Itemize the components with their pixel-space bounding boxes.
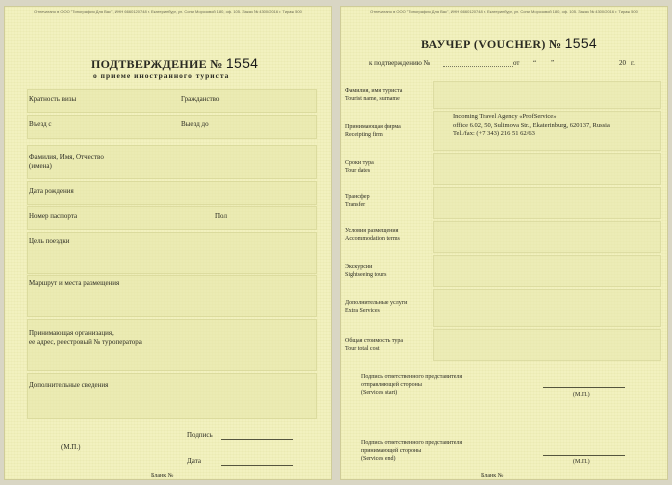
voucher-page	[340, 6, 668, 480]
extra-services-label	[345, 299, 407, 315]
band	[433, 187, 661, 219]
year-suffix: г.	[631, 59, 635, 67]
confirmation-title-text: ПОДТВЕРЖДЕНИЕ №	[91, 57, 223, 71]
additional-info-label: Дополнительные сведения	[29, 381, 109, 389]
receipting-firm-label-en: Receipting firm	[345, 132, 383, 138]
voucher-title	[421, 35, 597, 52]
sightseeing-tours-label-ru: Экскурсии	[345, 264, 373, 270]
host-organization-label	[29, 329, 142, 347]
confirmation-subtitle: о приеме иностранного туриста	[93, 71, 230, 80]
tour-dates-label-en: Tour dates	[345, 168, 371, 174]
receipting-firm-value	[453, 113, 610, 139]
band	[433, 329, 661, 361]
printer-imprint: Отпечатано в ООО "Типография Для Вас", ИНН 6660120748 г. Екатеринбург, ул. Сони Морозовой 180, оф. 105. Заказ № 4300/2016 г. Тираж 500	[34, 9, 302, 14]
services-end-stamp: (М.П.)	[573, 459, 590, 465]
services-start-line1: Подпись ответственного представителя	[361, 374, 463, 380]
to-confirmation-label: к подтверждению №	[369, 59, 431, 67]
services-start-line3: (Services start)	[361, 390, 398, 396]
route-label: Маршрут и места размещения	[29, 279, 120, 287]
tour-total-cost-label	[345, 337, 403, 353]
confirmation-number-line	[443, 66, 513, 67]
passport-number-label: Номер паспорта	[29, 212, 78, 220]
entry-from-label: Въезд с	[29, 120, 52, 128]
citizenship-label: Гражданство	[181, 95, 220, 103]
receipting-firm-label-ru: Принимающая фирма	[345, 124, 401, 130]
services-end-line1: Подпись ответственного представителя	[361, 440, 463, 446]
services-start-line2: отправляющей стороны	[361, 382, 422, 388]
services-end-signature-line	[543, 455, 625, 456]
from-label: от	[513, 59, 520, 67]
tour-dates-label-ru: Сроки тура	[345, 160, 374, 166]
exit-until-label: Выезд до	[181, 120, 209, 128]
visa-multiplicity-label: Кратность визы	[29, 95, 77, 103]
full-name-label-line2: (имена)	[29, 162, 52, 170]
tour-total-cost-label-ru: Общая стоимость тура	[345, 338, 404, 344]
accommodation-terms-label-ru: Условия размещения	[345, 228, 399, 234]
tourist-name-label-ru: Фамилия, имя туриста	[345, 88, 403, 94]
host-organization-label-line1: Принимающая организация,	[29, 329, 114, 337]
year-prefix: 20	[619, 59, 626, 67]
quote-close: ”	[551, 59, 555, 67]
tourist-name-label-en: Tourist name, surname	[345, 96, 400, 102]
agency-phone: Tel./fax: (+7 343) 216 51 62/63	[453, 130, 535, 137]
band	[27, 115, 317, 139]
date-label: Дата	[187, 457, 201, 465]
band	[27, 373, 317, 419]
voucher-title-text: ВАУЧЕР (VOUCHER) №	[421, 37, 562, 51]
extra-services-label-en: Extra Services	[345, 308, 380, 314]
agency-address: office 6.02, 50, Sulimova Str., Ekaterinburg, 620137, Russia	[453, 121, 610, 129]
signature-label: Подпись	[187, 431, 213, 439]
full-name-label	[29, 153, 104, 171]
accommodation-terms-label	[345, 227, 400, 243]
accommodation-terms-label-en: Accommodation terms	[345, 236, 400, 242]
services-end-signature-label	[361, 439, 462, 463]
band	[433, 153, 661, 185]
tour-total-cost-label-en: Tour total cost	[345, 346, 380, 352]
birth-date-label: Дата рождения	[29, 187, 74, 195]
form-number-label: Бланк №	[151, 473, 174, 479]
sightseeing-tours-label-en: Sightseeing tours	[345, 272, 387, 278]
confirmation-page	[4, 6, 332, 480]
confirmation-title	[91, 55, 258, 72]
stamp-label: (М.П.)	[61, 443, 81, 451]
services-start-stamp: (М.П.)	[573, 392, 590, 398]
services-start-signature-label	[361, 373, 462, 397]
services-end-line2: принимающей стороны	[361, 448, 422, 454]
trip-purpose-label: Цель поездки	[29, 237, 70, 245]
voucher-number: 1554	[564, 35, 598, 51]
host-organization-label-line2: ее адрес, реестровый № туроператора	[29, 338, 142, 346]
band	[433, 221, 661, 253]
services-start-signature-line	[543, 387, 625, 388]
quote-open: “	[533, 59, 537, 67]
band	[27, 232, 317, 274]
sightseeing-tours-label	[345, 263, 387, 279]
tour-dates-label	[345, 159, 374, 175]
full-name-label-line1: Фамилия, Имя, Отчество	[29, 153, 104, 161]
band	[433, 289, 661, 327]
printer-imprint: Отпечатано в ООО "Типография Для Вас", ИНН 6660120748 г. Екатеринбург, ул. Сони Морозовой 180, оф. 105. Заказ № 4300/2016 г. Тираж 500	[370, 9, 638, 14]
tourist-name-label	[345, 87, 402, 103]
band	[433, 255, 661, 287]
transfer-label	[345, 193, 370, 209]
agency-name: Incoming Travel Agency «ProfService»	[453, 113, 557, 120]
band	[433, 81, 661, 109]
signature-line	[221, 439, 293, 440]
extra-services-label-ru: Дополнительные услуги	[345, 300, 408, 306]
form-number-label: Бланк №	[481, 473, 504, 479]
transfer-label-en: Transfer	[345, 202, 366, 208]
sex-label: Пол	[215, 212, 227, 220]
services-end-line3: (Services end)	[361, 456, 396, 462]
transfer-label-ru: Трансфер	[345, 194, 370, 200]
receipting-firm-label	[345, 123, 401, 139]
confirmation-number: 1554	[225, 55, 259, 71]
date-line	[221, 465, 293, 466]
